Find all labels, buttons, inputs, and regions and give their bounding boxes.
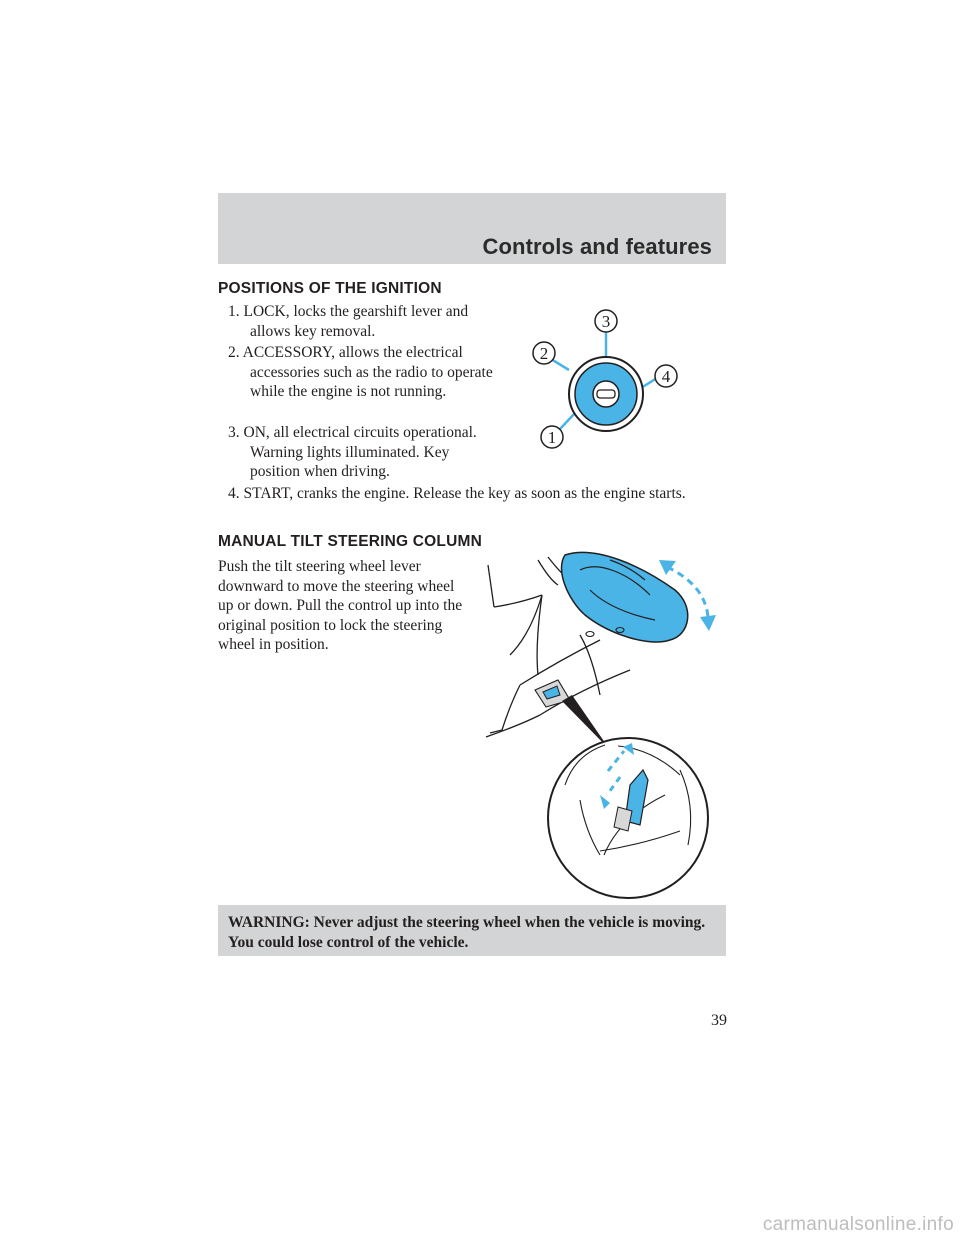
ignition-label-3: 3 <box>601 312 611 331</box>
tilt-paragraph: Push the tilt steering wheel lever downward to move the steering wheel up or down. Pull the control up into the original position to lock the steering wheel in position. <box>218 558 463 653</box>
ignition-item-start: 4. START, cranks the engine. Release the key as soon as the engine starts. <box>228 485 686 502</box>
page-number: 39 <box>711 1012 727 1029</box>
warning-box <box>218 905 726 956</box>
warning-text: WARNING: Never adjust the steering wheel when the vehicle is moving. You could lose control of the vehicle. <box>228 914 706 951</box>
watermark: carmanualsonline.info <box>762 1214 954 1235</box>
steering-column-illustration <box>480 555 730 895</box>
ignition-item-on: 3. ON, all electrical circuits operational. Warning lights illuminated. Key position when driving. <box>228 424 477 480</box>
ignition-label-2: 2 <box>539 344 549 363</box>
tilt-heading: MANUAL TILT STEERING COLUMN <box>218 533 483 550</box>
ignition-item-lock: 1. LOCK, locks the gearshift lever and allows key removal. <box>228 303 469 340</box>
ignition-heading: POSITIONS OF THE IGNITION <box>218 280 442 297</box>
ignition-label-4: 4 <box>661 367 671 386</box>
ignition-label-1: 1 <box>547 428 557 447</box>
ignition-item-accessory: 2. ACCESSORY, allows the electrical accessories such as the radio to operate while the engine is not running. <box>228 344 493 400</box>
section-title: Controls and features <box>482 234 712 259</box>
section-header-band <box>218 193 726 264</box>
ignition-diagram <box>520 300 710 460</box>
